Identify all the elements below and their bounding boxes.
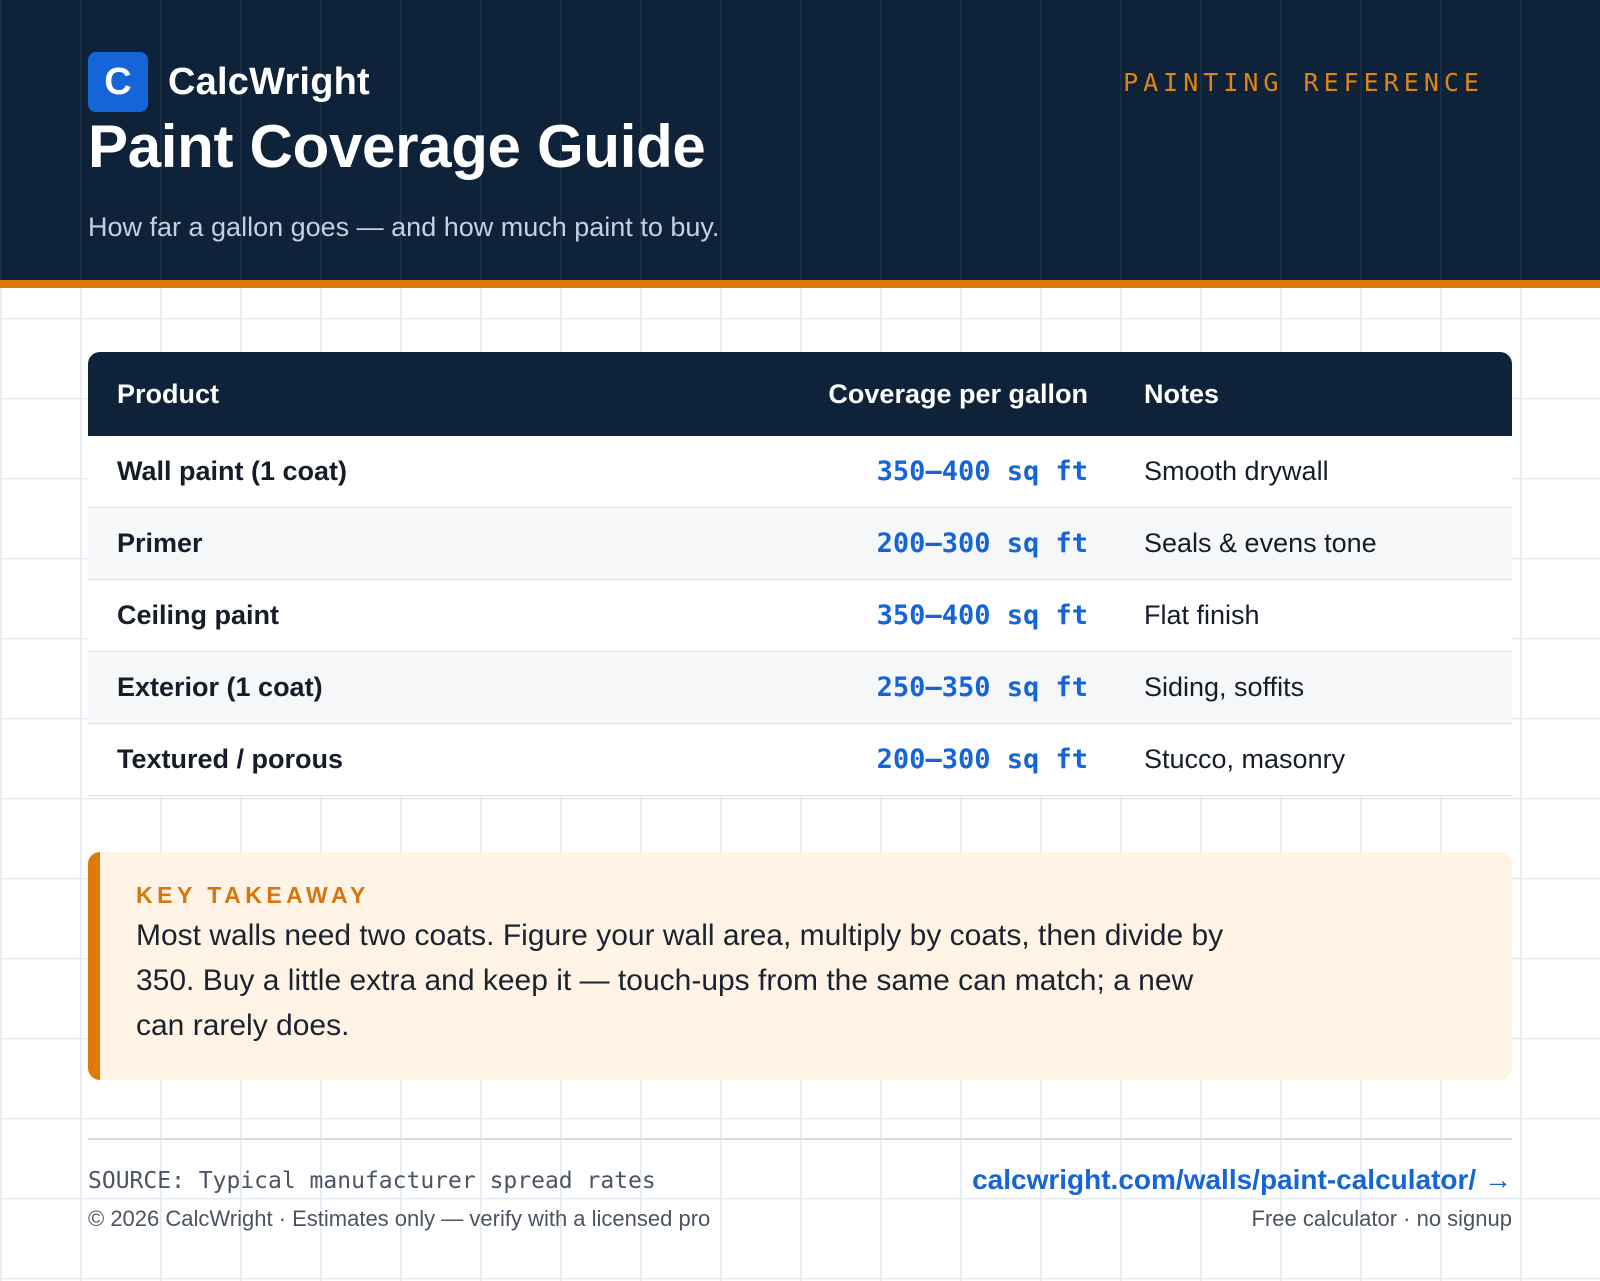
cell-notes: Siding, soffits bbox=[1144, 672, 1305, 702]
column-header-coverage: Coverage per gallon bbox=[828, 378, 1088, 409]
cell-notes: Seals & evens tone bbox=[1144, 528, 1377, 558]
cell-product: Wall paint (1 coat) bbox=[117, 456, 348, 486]
footer-divider bbox=[88, 1138, 1512, 1140]
brand bbox=[88, 52, 370, 112]
cell-product: Ceiling paint bbox=[117, 600, 279, 630]
cell-product: Primer bbox=[117, 528, 203, 558]
cell-coverage: 350–400 sq ft bbox=[876, 600, 1088, 631]
key-takeaway-callout bbox=[88, 852, 1512, 1080]
cell-notes: Smooth drywall bbox=[1144, 456, 1329, 486]
column-header-notes: Notes bbox=[1144, 378, 1220, 409]
column-header-product: Product bbox=[117, 378, 220, 409]
header-banner bbox=[0, 0, 1600, 288]
footer-tagline: Free calculator · no signup bbox=[1251, 1206, 1512, 1231]
cell-coverage: 200–300 sq ft bbox=[876, 528, 1088, 559]
cell-coverage: 350–400 sq ft bbox=[876, 456, 1088, 487]
table-header bbox=[88, 352, 1512, 436]
cell-coverage: 200–300 sq ft bbox=[876, 744, 1088, 775]
cell-product: Textured / porous bbox=[117, 744, 344, 774]
brand-name: CalcWright bbox=[168, 60, 370, 103]
calculator-link[interactable]: calcwright.com/walls/paint-calculator/ → bbox=[972, 1164, 1512, 1195]
callout-body: Most walls need two coats. Figure your wall area, multiply by coats, then divide by 350. Buy a little extra and keep it — touch-ups from the same can match; a new can rarely does. bbox=[136, 919, 1224, 1042]
copyright-text: © 2026 CalcWright · Estimates only — verify with a licensed pro bbox=[88, 1206, 711, 1231]
section-kicker: PAINTING REFERENCE bbox=[1123, 68, 1484, 97]
cell-notes: Stucco, masonry bbox=[1144, 744, 1346, 774]
table-row bbox=[88, 652, 1512, 724]
page-subtitle: How far a gallon goes — and how much paint to buy. bbox=[88, 212, 720, 242]
source-note: SOURCE: Typical manufacturer spread rates bbox=[88, 1168, 656, 1194]
table-row bbox=[88, 580, 1512, 652]
cell-product: Exterior (1 coat) bbox=[117, 672, 323, 702]
cell-coverage: 250–350 sq ft bbox=[876, 672, 1088, 703]
logo-icon: C bbox=[88, 52, 148, 112]
callout-label: KEY TAKEAWAY bbox=[136, 882, 370, 908]
page-title: Paint Coverage Guide bbox=[88, 113, 706, 180]
table-row bbox=[88, 508, 1512, 580]
coverage-table bbox=[88, 352, 1512, 796]
table-row bbox=[88, 724, 1512, 796]
cell-notes: Flat finish bbox=[1144, 600, 1260, 630]
table-row bbox=[88, 436, 1512, 508]
